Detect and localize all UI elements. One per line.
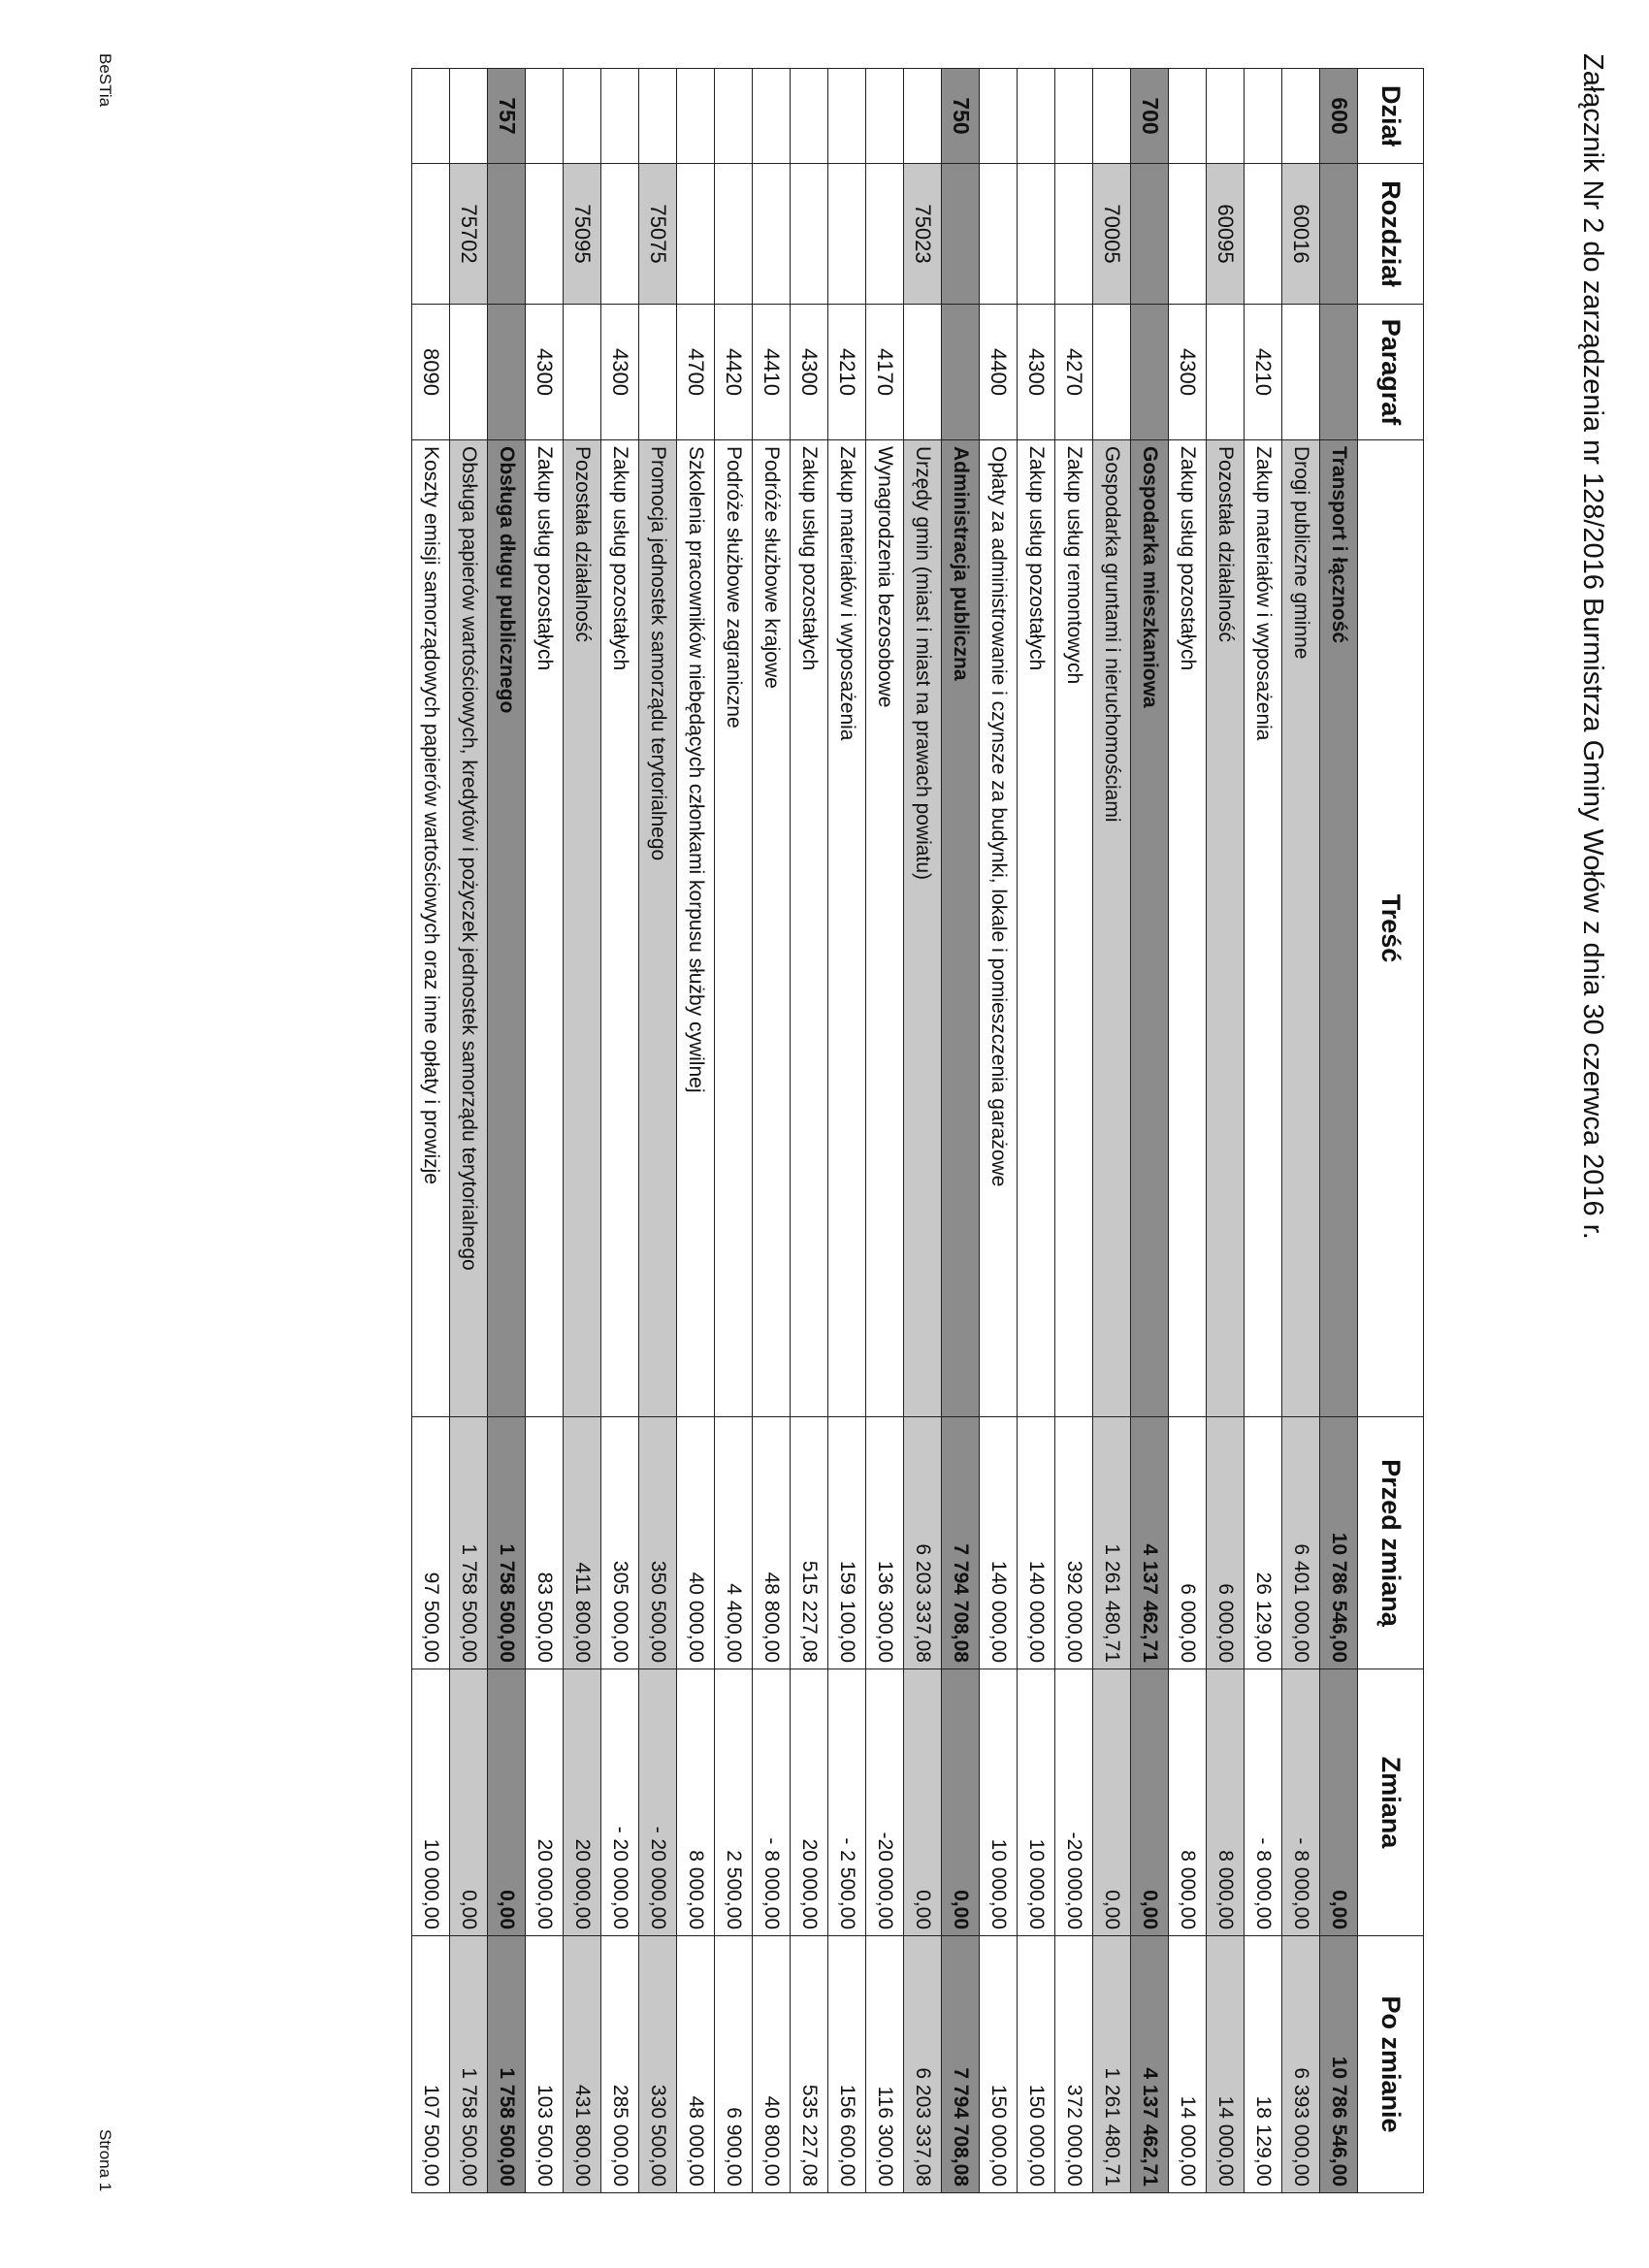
cell-przed-zmiana: 392 000,00 [1055, 1417, 1093, 1669]
cell-przed-zmiana: 10 786 546,00 [1320, 1417, 1358, 1669]
cell-przed-zmiana: 6 000,00 [1169, 1417, 1207, 1669]
cell-paragraf: 4420 [715, 305, 753, 440]
table-row-dzial [488, 69, 526, 2193]
budget-table [411, 68, 1424, 2193]
cell-rozdzial [1055, 164, 1093, 305]
cell-zmiana: 8 000,00 [1169, 1669, 1207, 1936]
cell-rozdzial [942, 164, 980, 305]
cell-tresc: Zakup usług pozostałych [1169, 440, 1207, 1417]
cell-po-zmianie: 14 000,00 [1169, 1936, 1207, 2193]
cell-dzial [450, 69, 488, 164]
cell-po-zmianie: 1 758 500,00 [488, 1936, 526, 2193]
cell-dzial [601, 69, 639, 164]
table-row-dzial [942, 69, 980, 2193]
table-row-rozdzial [639, 69, 677, 2193]
footer-software-name: BeSTia [96, 53, 114, 108]
cell-rozdzial [828, 164, 866, 305]
cell-paragraf [1207, 305, 1245, 440]
cell-rozdzial [488, 164, 526, 305]
cell-zmiana: 0,00 [1093, 1669, 1131, 1936]
cell-po-zmianie: 10 786 546,00 [1320, 1936, 1358, 2193]
cell-przed-zmiana: 6 203 337,08 [904, 1417, 942, 1669]
cell-przed-zmiana: 6 000,00 [1207, 1417, 1245, 1669]
table-row-paragraf [866, 69, 904, 2193]
cell-zmiana: 0,00 [942, 1669, 980, 1936]
cell-przed-zmiana: 1 758 500,00 [488, 1417, 526, 1669]
cell-paragraf [564, 305, 601, 440]
cell-tresc: Opłaty za administrowanie i czynsze za budynki, lokale i pomieszczenia garażowe [980, 440, 1018, 1417]
cell-zmiana: 2 500,00 [715, 1669, 753, 1936]
cell-tresc: Zakup usług remontowych [1055, 440, 1093, 1417]
cell-paragraf: 4270 [1055, 305, 1093, 440]
cell-przed-zmiana: 97 500,00 [412, 1417, 450, 1669]
cell-tresc: Zakup usług pozostałych [1018, 440, 1055, 1417]
cell-po-zmianie: 107 500,00 [412, 1936, 450, 2193]
cell-paragraf [1093, 305, 1131, 440]
table-header-row [1358, 69, 1424, 2193]
table-row-paragraf [753, 69, 791, 2193]
cell-paragraf: 4300 [791, 305, 828, 440]
cell-paragraf: 4300 [1018, 305, 1055, 440]
cell-zmiana: -20 000,00 [1055, 1669, 1093, 1936]
cell-po-zmianie: 6 203 337,08 [904, 1936, 942, 2193]
cell-tresc: Urzędy gmin (miast i miast na prawach powiatu) [904, 440, 942, 1417]
table-row-paragraf [601, 69, 639, 2193]
cell-rozdzial: 75095 [564, 164, 601, 305]
document-title: Załącznik Nr 2 do zarządzenia nr 128/2016 Burmistrza Gminy Wołów z dnia 30 czerwca 2016 r. [1577, 53, 1608, 1240]
cell-paragraf: 4210 [1245, 305, 1282, 440]
header-rozdzial: Rozdział [1358, 164, 1424, 305]
cell-przed-zmiana: 515 227,08 [791, 1417, 828, 1669]
table-row-paragraf [412, 69, 450, 2193]
cell-dzial [715, 69, 753, 164]
cell-dzial [828, 69, 866, 164]
cell-po-zmianie: 40 800,00 [753, 1936, 791, 2193]
cell-rozdzial [526, 164, 564, 305]
cell-tresc: Gospodarka mieszkaniowa [1131, 440, 1169, 1417]
table-row-dzial [1131, 69, 1169, 2193]
table-row-rozdzial [904, 69, 942, 2193]
cell-tresc: Administracja publiczna [942, 440, 980, 1417]
footer-page-number: Strona 1 [96, 2129, 114, 2192]
cell-zmiana: 0,00 [904, 1669, 942, 1936]
cell-tresc: Obsługa papierów wartościowych, kredytów i pożyczek jednostek samorządu terytorialnego [450, 440, 488, 1417]
cell-dzial [1282, 69, 1320, 164]
cell-dzial [564, 69, 601, 164]
cell-rozdzial [980, 164, 1018, 305]
cell-paragraf: 8090 [412, 305, 450, 440]
cell-zmiana: - 20 000,00 [639, 1669, 677, 1936]
cell-tresc: Pozostała działalność [564, 440, 601, 1417]
cell-rozdzial: 75702 [450, 164, 488, 305]
header-zmiana: Zmiana [1358, 1669, 1424, 1936]
cell-po-zmianie: 103 500,00 [526, 1936, 564, 2193]
header-przed-zmiana: Przed zmianą [1358, 1417, 1424, 1669]
cell-rozdzial [1131, 164, 1169, 305]
cell-tresc: Szkolenia pracowników niebędących członkami korpusu służby cywilnej [677, 440, 715, 1417]
table-row-paragraf [791, 69, 828, 2193]
cell-paragraf [639, 305, 677, 440]
cell-dzial [1018, 69, 1055, 164]
table-row-rozdzial [1282, 69, 1320, 2193]
table-row-rozdzial [450, 69, 488, 2193]
cell-tresc: Zakup materiałów i wyposażenia [1245, 440, 1282, 1417]
cell-rozdzial: 75075 [639, 164, 677, 305]
cell-dzial [753, 69, 791, 164]
cell-tresc: Promocja jednostek samorządu terytorialnego [639, 440, 677, 1417]
cell-tresc: Koszty emisji samorządowych papierów wartościowych oraz inne opłaty i prowizje [412, 440, 450, 1417]
cell-przed-zmiana: 1 261 480,71 [1093, 1417, 1131, 1669]
table-row-paragraf [1245, 69, 1282, 2193]
cell-przed-zmiana: 350 500,00 [639, 1417, 677, 1669]
cell-po-zmianie: 431 800,00 [564, 1936, 601, 2193]
cell-zmiana: 20 000,00 [791, 1669, 828, 1936]
cell-zmiana: 10 000,00 [1018, 1669, 1055, 1936]
cell-paragraf: 4300 [526, 305, 564, 440]
cell-paragraf: 4210 [828, 305, 866, 440]
table-row-paragraf [980, 69, 1018, 2193]
cell-rozdzial [601, 164, 639, 305]
table-row-rozdzial [564, 69, 601, 2193]
cell-dzial [412, 69, 450, 164]
cell-dzial [866, 69, 904, 164]
cell-dzial [639, 69, 677, 164]
cell-paragraf: 4400 [980, 305, 1018, 440]
cell-po-zmianie: 116 300,00 [866, 1936, 904, 2193]
cell-po-zmianie: 330 500,00 [639, 1936, 677, 2193]
cell-rozdzial: 70005 [1093, 164, 1131, 305]
cell-przed-zmiana: 4 137 462,71 [1131, 1417, 1169, 1669]
cell-paragraf: 4170 [866, 305, 904, 440]
cell-przed-zmiana: 411 800,00 [564, 1417, 601, 1669]
cell-dzial [1093, 69, 1131, 164]
cell-dzial: 757 [488, 69, 526, 164]
cell-zmiana: 10 000,00 [980, 1669, 1018, 1936]
cell-rozdzial [791, 164, 828, 305]
cell-paragraf [450, 305, 488, 440]
cell-tresc: Zakup usług pozostałych [791, 440, 828, 1417]
cell-tresc: Zakup usług pozostałych [526, 440, 564, 1417]
cell-zmiana: 0,00 [1131, 1669, 1169, 1936]
cell-dzial [526, 69, 564, 164]
cell-dzial [980, 69, 1018, 164]
cell-paragraf [1320, 305, 1358, 440]
cell-przed-zmiana: 305 000,00 [601, 1417, 639, 1669]
cell-rozdzial [753, 164, 791, 305]
cell-dzial [1055, 69, 1093, 164]
cell-po-zmianie: 372 000,00 [1055, 1936, 1093, 2193]
cell-rozdzial [1320, 164, 1358, 305]
cell-przed-zmiana: 40 000,00 [677, 1417, 715, 1669]
cell-po-zmianie: 285 000,00 [601, 1936, 639, 2193]
cell-przed-zmiana: 4 400,00 [715, 1417, 753, 1669]
cell-przed-zmiana: 1 758 500,00 [450, 1417, 488, 1669]
cell-rozdzial [1245, 164, 1282, 305]
cell-po-zmianie: 48 000,00 [677, 1936, 715, 2193]
table-row-rozdzial [1093, 69, 1131, 2193]
header-paragraf: Paragraf [1358, 305, 1424, 440]
cell-rozdzial [1169, 164, 1207, 305]
cell-zmiana: 8 000,00 [677, 1669, 715, 1936]
cell-tresc: Obsługa długu publicznego [488, 440, 526, 1417]
cell-rozdzial: 60095 [1207, 164, 1245, 305]
cell-przed-zmiana: 7 794 708,08 [942, 1417, 980, 1669]
table-row-paragraf [828, 69, 866, 2193]
cell-przed-zmiana: 140 000,00 [1018, 1417, 1055, 1669]
cell-dzial [677, 69, 715, 164]
header-po-zmianie: Po zmianie [1358, 1936, 1424, 2193]
cell-zmiana: - 8 000,00 [1282, 1669, 1320, 1936]
cell-po-zmianie: 535 227,08 [791, 1936, 828, 2193]
cell-zmiana: 0,00 [488, 1669, 526, 1936]
cell-dzial: 700 [1131, 69, 1169, 164]
cell-zmiana: - 8 000,00 [753, 1669, 791, 1936]
cell-zmiana: 0,00 [450, 1669, 488, 1936]
cell-przed-zmiana: 140 000,00 [980, 1417, 1018, 1669]
cell-po-zmianie: 1 758 500,00 [450, 1936, 488, 2193]
cell-przed-zmiana: 6 401 000,00 [1282, 1417, 1320, 1669]
cell-po-zmianie: 1 261 480,71 [1093, 1936, 1131, 2193]
header-tresc: Treść [1358, 440, 1424, 1417]
cell-dzial [1169, 69, 1207, 164]
cell-zmiana: - 8 000,00 [1245, 1669, 1282, 1936]
cell-przed-zmiana: 26 129,00 [1245, 1417, 1282, 1669]
cell-po-zmianie: 6 393 000,00 [1282, 1936, 1320, 2193]
cell-tresc: Gospodarka gruntami i nieruchomościami [1093, 440, 1131, 1417]
cell-zmiana: -20 000,00 [866, 1669, 904, 1936]
cell-tresc: Zakup usług pozostałych [601, 440, 639, 1417]
cell-paragraf [942, 305, 980, 440]
header-dzial: Dział [1358, 69, 1424, 164]
cell-tresc: Zakup materiałów i wyposażenia [828, 440, 866, 1417]
cell-po-zmianie: 18 129,00 [1245, 1936, 1282, 2193]
cell-dzial [791, 69, 828, 164]
cell-dzial: 750 [942, 69, 980, 164]
cell-po-zmianie: 7 794 708,08 [942, 1936, 980, 2193]
table-row-paragraf [715, 69, 753, 2193]
table-row-paragraf [1018, 69, 1055, 2193]
cell-tresc: Wynagrodzenia bezosobowe [866, 440, 904, 1417]
cell-paragraf: 4300 [1169, 305, 1207, 440]
cell-przed-zmiana: 159 100,00 [828, 1417, 866, 1669]
cell-rozdzial [677, 164, 715, 305]
cell-tresc: Drogi publiczne gminne [1282, 440, 1320, 1417]
cell-tresc: Pozostała działalność [1207, 440, 1245, 1417]
cell-rozdzial [715, 164, 753, 305]
table-row-paragraf [526, 69, 564, 2193]
table-row-paragraf [1169, 69, 1207, 2193]
cell-dzial [1207, 69, 1245, 164]
cell-rozdzial [866, 164, 904, 305]
cell-po-zmianie: 4 137 462,71 [1131, 1936, 1169, 2193]
cell-rozdzial: 75023 [904, 164, 942, 305]
cell-paragraf [1131, 305, 1169, 440]
cell-zmiana: 10 000,00 [412, 1669, 450, 1936]
cell-po-zmianie: 150 000,00 [980, 1936, 1018, 2193]
cell-przed-zmiana: 48 800,00 [753, 1417, 791, 1669]
table-body [412, 69, 1358, 2193]
table-row-dzial [1320, 69, 1358, 2193]
cell-zmiana: 20 000,00 [526, 1669, 564, 1936]
cell-paragraf [1282, 305, 1320, 440]
cell-dzial [1245, 69, 1282, 164]
cell-dzial [904, 69, 942, 164]
cell-przed-zmiana: 136 300,00 [866, 1417, 904, 1669]
cell-rozdzial [1018, 164, 1055, 305]
cell-zmiana: - 2 500,00 [828, 1669, 866, 1936]
cell-paragraf [488, 305, 526, 440]
cell-dzial: 600 [1320, 69, 1358, 164]
cell-paragraf: 4700 [677, 305, 715, 440]
cell-po-zmianie: 14 000,00 [1207, 1936, 1245, 2193]
cell-tresc: Podróże służbowe krajowe [753, 440, 791, 1417]
table-row-paragraf [1055, 69, 1093, 2193]
table-row-paragraf [677, 69, 715, 2193]
cell-przed-zmiana: 83 500,00 [526, 1417, 564, 1669]
cell-paragraf: 4300 [601, 305, 639, 440]
cell-paragraf [904, 305, 942, 440]
cell-po-zmianie: 150 000,00 [1018, 1936, 1055, 2193]
cell-tresc: Podróże służbowe zagraniczne [715, 440, 753, 1417]
table-row-rozdzial [1207, 69, 1245, 2193]
cell-zmiana: 20 000,00 [564, 1669, 601, 1936]
cell-paragraf: 4410 [753, 305, 791, 440]
cell-zmiana: - 20 000,00 [601, 1669, 639, 1936]
cell-rozdzial: 60016 [1282, 164, 1320, 305]
cell-rozdzial [412, 164, 450, 305]
cell-tresc: Transport i łączność [1320, 440, 1358, 1417]
cell-po-zmianie: 6 900,00 [715, 1936, 753, 2193]
cell-po-zmianie: 156 600,00 [828, 1936, 866, 2193]
cell-zmiana: 0,00 [1320, 1669, 1358, 1936]
cell-zmiana: 8 000,00 [1207, 1669, 1245, 1936]
